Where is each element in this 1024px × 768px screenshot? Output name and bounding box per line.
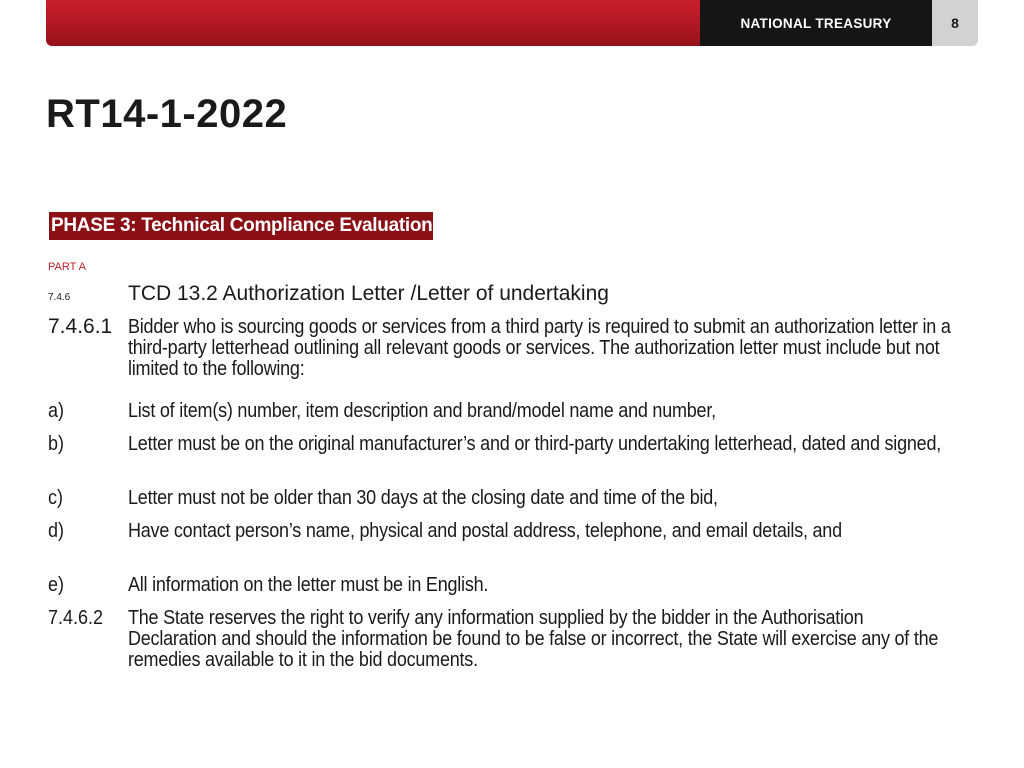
list-marker: b) [48, 433, 65, 455]
section-number: 7.4.6 [48, 292, 71, 303]
slide-page-number: 8 [932, 0, 978, 46]
list-item-text: Letter must not be older than 30 days at the closing date and time of the bid, [128, 487, 718, 509]
list-marker: a) [48, 400, 65, 422]
page-title: RT14-1-2022 [46, 92, 288, 136]
section-heading: TCD 13.2 Authorization Letter /Letter of undertaking [128, 282, 609, 305]
list-item-text: Have contact person’s name, physical and postal address, telephone, and email details, and [128, 520, 842, 542]
list-item-text: All information on the letter must be in English. [128, 574, 489, 596]
clause-number-1: 7.4.6.1 [48, 315, 113, 338]
phase-banner: PHASE 3: Technical Compliance Evaluation [49, 212, 433, 240]
list-marker: c) [48, 487, 64, 509]
header-bar [46, 0, 978, 46]
clause-number-2: 7.4.6.2 [48, 607, 104, 629]
organization-name: NATIONAL TREASURY [700, 0, 932, 46]
list-marker: d) [48, 520, 65, 542]
part-label: PART A [48, 261, 86, 273]
list-marker: e) [48, 574, 65, 596]
list-item-text: Letter must be on the original manufacturer’s and or third-party undertaking letterhead, dated and signed, [128, 433, 942, 455]
list-item-text: List of item(s) number, item description and brand/model name and number, [128, 400, 716, 422]
clause-text-1: Bidder who is sourcing goods or services from a third party is required to submit an authorization letter in a third-party letterhead outlining all relevant goods or services. The authorization letter must include but not limited to the following: [128, 316, 951, 380]
header-red-band [46, 0, 700, 46]
clause-text-2: The State reserves the right to verify any information supplied by the bidder in the Authorisation Declaration and should the information be found to be false or incorrect, the State will exercise any of the remedies available to it in the bid documents. [128, 607, 939, 671]
